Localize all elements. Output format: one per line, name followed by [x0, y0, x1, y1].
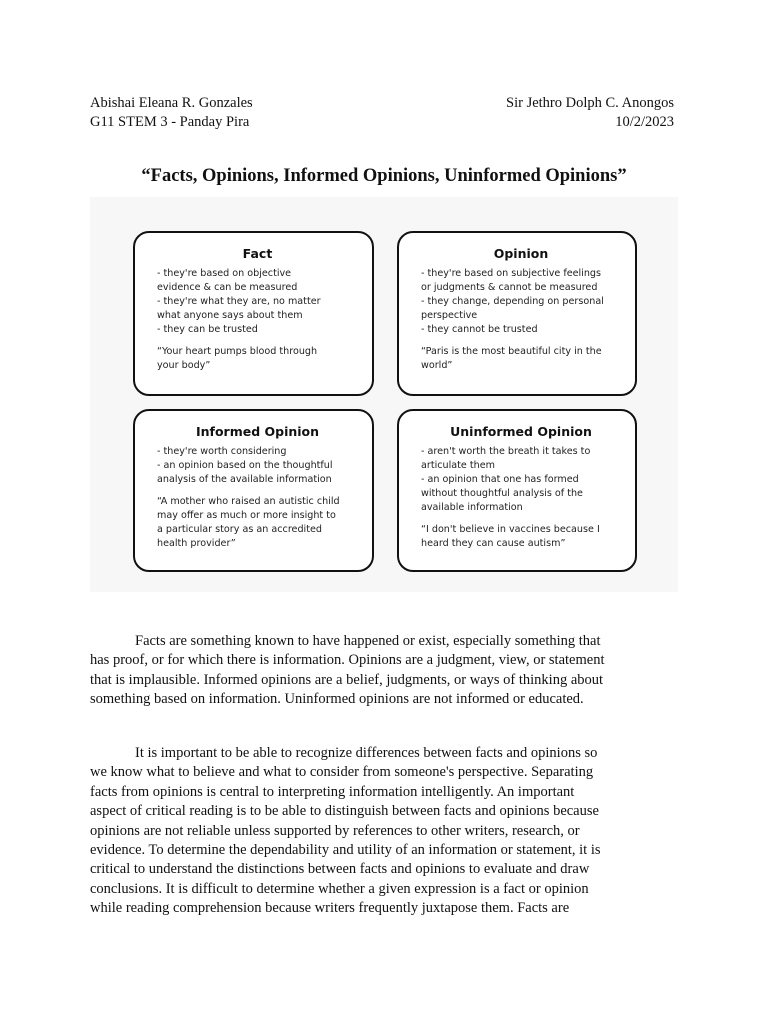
card-spacer [157, 487, 358, 495]
card-line: - they can be trusted [157, 324, 258, 335]
card-line: perspective [421, 310, 478, 321]
card-example-line: “Your heart pumps blood through [157, 346, 318, 357]
paragraph-line: facts from opinions is central to interpreting information intelligently. An important [90, 783, 575, 800]
card-title: Opinion [493, 246, 549, 261]
teacher-name: Sir Jethro Dolph C. Anongos [506, 95, 674, 111]
card-line: - an opinion that one has formed [421, 474, 579, 485]
paragraph-line: opinions are not reliable unless supported by references to other writers, research, or [90, 822, 580, 839]
card-spacer [421, 337, 621, 345]
card-line: - an opinion based on the thoughtful [157, 460, 333, 471]
paragraph-line: aspect of critical reading is to be able to distinguish between facts and opinions because [90, 803, 599, 820]
card-line: - they're what they are, no matter [157, 296, 321, 307]
card-example-line: “A mother who raised an autistic child [157, 496, 340, 507]
card-example-line: heard they can cause autism” [421, 538, 566, 549]
card-line: - they're based on objective [157, 268, 292, 279]
card-line: evidence & can be measured [157, 282, 298, 293]
card-title: Informed Opinion [195, 424, 320, 439]
card-example-line: a particular story as an accredited [157, 524, 322, 535]
card-example-line: your body” [157, 360, 211, 371]
header-row-1 [90, 94, 674, 113]
paragraph-line: while reading comprehension because writers frequently juxtapose them. Facts are [90, 900, 570, 917]
document-header [90, 94, 674, 132]
card-example-line: world” [421, 360, 453, 371]
paragraph-line: has proof, or for which there is information. Opinions are a judgment, view, or statement [90, 652, 605, 669]
card-example-line: “I don't believe in vaccines because I [421, 524, 600, 535]
card-example-line: health provider” [157, 538, 236, 549]
paragraph-definitions [90, 632, 675, 710]
paragraph-line: It is important to be able to recognize differences between facts and opinions so [135, 745, 598, 761]
card-line: analysis of the available information [157, 474, 332, 485]
card-line: what anyone says about them [157, 310, 303, 321]
card-line: - they're worth considering [157, 446, 287, 457]
card-line: - aren't worth the breath it takes to [421, 446, 591, 457]
card-line: available information [421, 502, 523, 513]
paragraph-line: evidence. To determine the dependability and utility of an information or statement, it is [90, 842, 601, 859]
card-title: Fact [242, 246, 273, 261]
card-line: without thoughtful analysis of the [421, 488, 583, 499]
document-date: 10/2/2023 [615, 114, 674, 130]
card-title: Uninformed Opinion [450, 424, 592, 439]
fact-card [133, 231, 374, 396]
card-example-line: may offer as much or more insight to [157, 510, 336, 521]
paragraph-line: Facts are something known to have happened or exist, especially something that [135, 633, 601, 649]
class-section: G11 STEM 3 - Panday Pira [90, 114, 250, 130]
card-example-line: “Paris is the most beautiful city in the [421, 346, 602, 357]
paragraph-line: we know what to believe and what to consider from someone's perspective. Separating [90, 764, 594, 781]
informed-opinion-card [133, 409, 374, 572]
comparison-figure [90, 197, 678, 592]
paragraph-line: something based on information. Uninformed opinions are not informed or educated. [90, 691, 584, 708]
uninformed-opinion-card [397, 409, 637, 572]
card-line: or judgments & cannot be measured [421, 282, 598, 293]
paragraph-line: that is implausible. Informed opinions are a belief, judgments, or ways of thinking about [90, 671, 604, 688]
paragraph-importance [90, 744, 675, 919]
card-line: - they change, depending on personal [421, 296, 604, 307]
header-row-2 [90, 113, 674, 132]
student-name: Abishai Eleana R. Gonzales [90, 95, 253, 111]
card-line: - they cannot be trusted [421, 324, 538, 335]
document-title: “Facts, Opinions, Informed Opinions, Uninformed Opinions” [141, 166, 627, 186]
opinion-card [397, 231, 637, 396]
paragraph-line: critical to understand the distinctions between facts and opinions to evaluate and draw [90, 861, 590, 878]
card-line: articulate them [421, 460, 495, 471]
card-spacer [157, 337, 358, 345]
paragraph-line: conclusions. It is difficult to determine whether a given expression is a fact or opinion [90, 880, 589, 897]
card-line: - they're based on subjective feelings [421, 268, 602, 279]
card-spacer [421, 515, 621, 523]
